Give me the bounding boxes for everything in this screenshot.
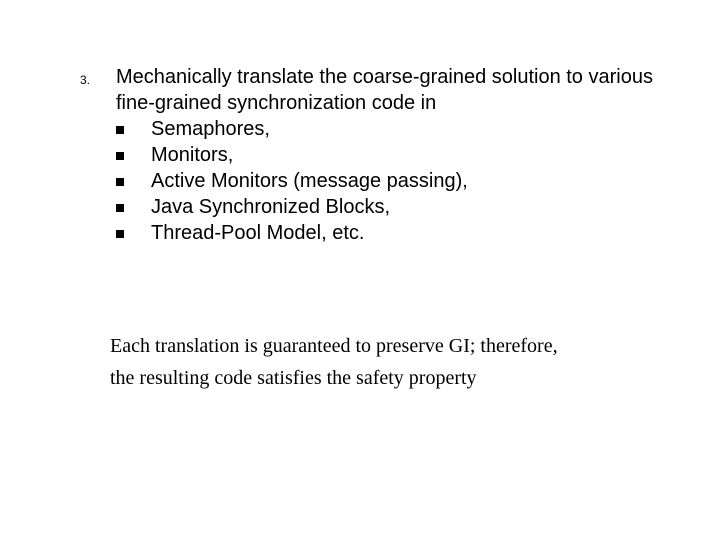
list-item — [116, 194, 696, 220]
square-bullet-icon — [116, 126, 124, 134]
item-number: 3. — [80, 73, 91, 87]
note-line-1: Each translation is guaranteed to preserve GI; therefore, — [110, 335, 558, 357]
bullet-list — [116, 116, 696, 246]
bullet-text: Active Monitors (message passing), — [151, 170, 468, 192]
item-content — [116, 64, 696, 246]
square-bullet-icon — [116, 204, 124, 212]
bullet-text: Java Synchronized Blocks, — [151, 196, 391, 218]
note-paragraph — [110, 330, 700, 394]
list-item — [116, 116, 696, 142]
square-bullet-icon — [116, 230, 124, 238]
square-bullet-icon — [116, 152, 124, 160]
list-item — [116, 168, 696, 194]
list-item — [116, 220, 696, 246]
list-item — [116, 142, 696, 168]
bullet-text: Thread-Pool Model, etc. — [151, 222, 365, 244]
item-text: Mechanically translate the coarse-grained solution to various fine-grained synchronization code in — [116, 66, 653, 114]
square-bullet-icon — [116, 178, 124, 186]
bullet-text: Monitors, — [151, 144, 234, 166]
bullet-text: Semaphores, — [151, 118, 270, 140]
note-line-2: the resulting code satisfies the safety property — [110, 367, 477, 389]
